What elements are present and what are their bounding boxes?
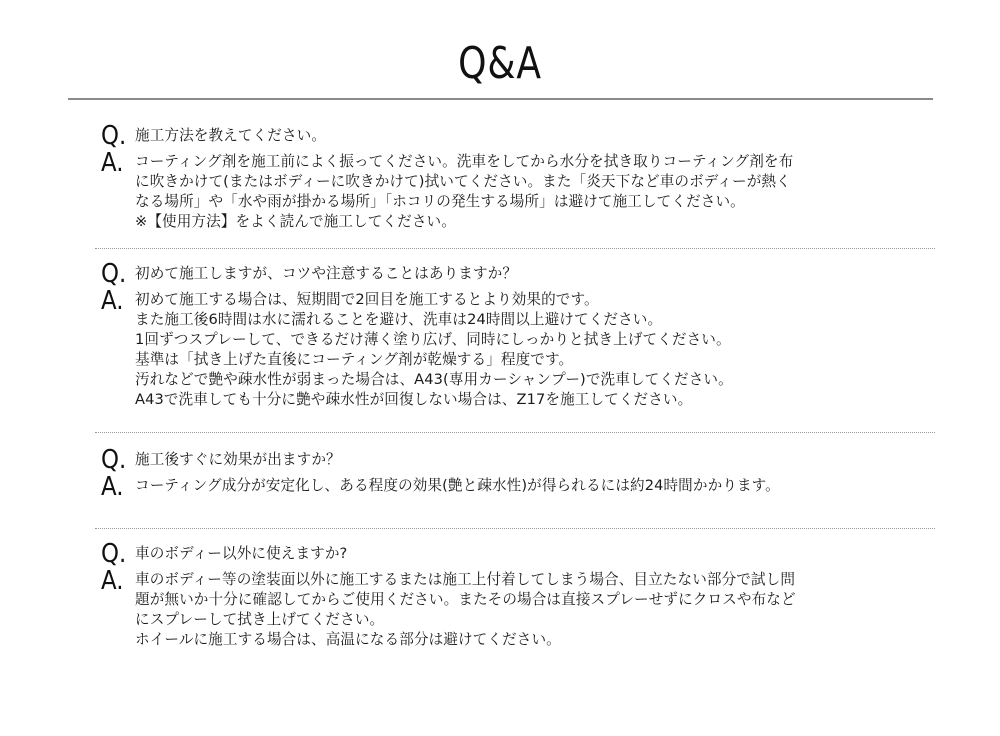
- answer-mark: A.: [101, 286, 124, 316]
- answer-line: コーティング成分が安定化し、ある程度の効果(艶と疎水性)が得られるには約24時間かかります。: [135, 477, 780, 494]
- qa-item-4: [95, 539, 915, 650]
- question-row: [95, 539, 915, 569]
- answer-row: [95, 566, 915, 650]
- question-row: [95, 121, 915, 151]
- question-mark: Q.: [101, 539, 127, 569]
- title-divider: [68, 98, 933, 100]
- answer-line: 題が無いか十分に確認してからご使用ください。またその場合は直接スプレーせずにクロスや布など: [135, 591, 796, 608]
- answer-line: 車のボディー等の塗装面以外に施工するまたは施工上付着してしまう場合、目立たない部分で試し問: [135, 571, 796, 588]
- question-text: 施工後すぐに効果が出ますか？: [135, 451, 341, 468]
- question-mark: Q.: [101, 121, 127, 151]
- answer-line: ホイールに施工する場合は、高温になる部分は避けてください。: [135, 631, 561, 648]
- answer-line: 1回ずつスプレーして、できるだけ薄く塗り広げ、同時にしっかりと拭き上げてください。: [135, 331, 731, 348]
- question-text: 初めて施工しますが、コツや注意することはありますか？: [135, 265, 518, 282]
- answer-mark: A.: [101, 566, 124, 596]
- answer-line: また施工後6時間は水に濡れることを避け、洗車は24時間以上避けてください。: [135, 311, 663, 328]
- page-title: Q&A: [458, 38, 542, 89]
- answer-mark: A.: [101, 148, 124, 178]
- section-divider: [95, 248, 935, 249]
- section-divider: [95, 528, 935, 529]
- answer-line: 初めて施工する場合は、短期間で2回目を施工するとより効果的です。: [135, 291, 599, 308]
- question-text: 車のボディー以外に使えますか?: [135, 545, 348, 562]
- answer-line: A43で洗車しても十分に艶や疎水性が回復しない場合は、Z17を施工してください。: [135, 391, 693, 408]
- answer-row: [95, 148, 915, 232]
- answer-line: ※【使用方法】をよく読んで施工してください。: [135, 213, 456, 230]
- section-divider: [95, 432, 935, 433]
- answer-line: にスプレーして拭き上げてください。: [135, 611, 385, 628]
- question-text: 施工方法を教えてください。: [135, 127, 327, 144]
- qa-item-2: [95, 259, 915, 410]
- answer-line: なる場所」や「水や雨が掛かる場所」「ホコリの発生する場所」は避けて施工してください。: [135, 193, 745, 210]
- qa-item-1: [95, 121, 915, 232]
- answer-row: [95, 472, 915, 502]
- answer-mark: A.: [101, 472, 124, 502]
- question-row: [95, 445, 915, 475]
- qa-item-3: [95, 445, 915, 502]
- answer-line: 基準は「拭き上げた直後にコーティング剤が乾燥する」程度です。: [135, 351, 574, 368]
- answer-line: 汚れなどで艶や疎水性が弱まった場合は、A43(専用カーシャンプー)で洗車してください。: [135, 371, 733, 388]
- answer-line: コーティング剤を施工前によく振ってください。洗車をしてから水分を拭き取りコーティング剤を布: [135, 153, 794, 170]
- question-mark: Q.: [101, 259, 127, 289]
- question-mark: Q.: [101, 445, 127, 475]
- answer-line: に吹きかけて(またはボディーに吹きかけて)拭いてください。また「炎天下など車のボディーが熱く: [135, 173, 791, 190]
- answer-row: [95, 286, 915, 410]
- question-row: [95, 259, 915, 289]
